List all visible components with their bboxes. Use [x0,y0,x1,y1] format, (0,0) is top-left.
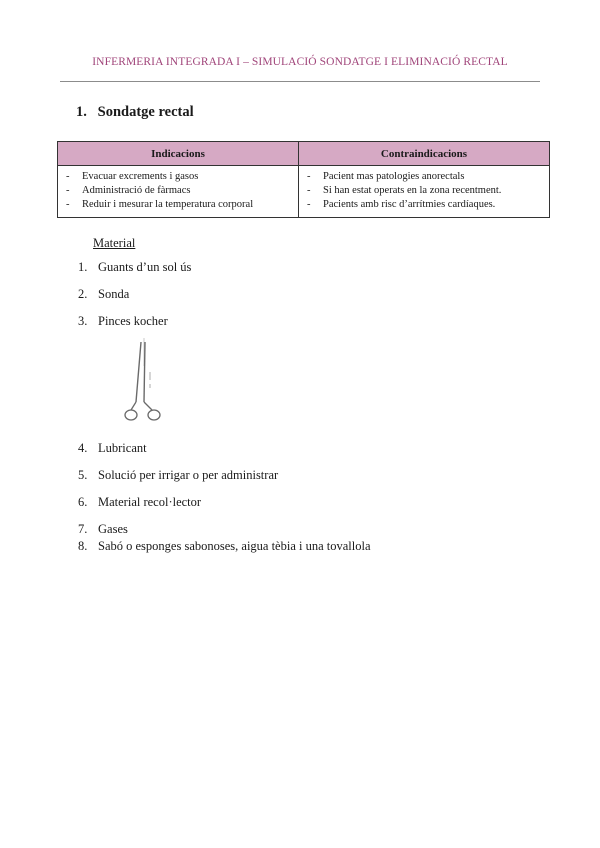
list-item: - Pacients amb risc d’arrítmies cardíaques. [303,198,545,212]
item-text: Solució per irrigar o per administrar [98,468,279,482]
kocher-forceps-image [98,336,168,426]
list-item: - Reduir i mesurar la temperatura corporal [62,198,294,212]
item-text: Sabó o esponges sabonoses, aigua tèbia i una tovallola [98,539,371,553]
list-item: - Administració de fàrmacs [62,184,294,198]
section-title-text: Sondatge rectal [97,104,194,120]
item-number: 1. [78,260,88,274]
item-text: Lubricant [98,441,147,455]
material-item [78,495,201,510]
running-header: INFERMERIA INTEGRADA I – SIMULACIÓ SONDATGE I ELIMINACIÓ RECTAL [92,56,508,68]
indications-cell [58,166,299,218]
indications-table [57,141,550,218]
item-number: 3. [78,314,88,328]
indications-header: Indicacions [58,142,299,166]
material-item [78,287,129,302]
list-item: - Pacient mas patologies anorectals [303,170,545,184]
contraindications-list [303,170,545,212]
item-text: Sonda [98,287,130,301]
material-heading: Material [93,236,136,250]
material-item [78,260,191,275]
indications-list [62,170,294,212]
section-title [76,104,194,121]
item-text: Guants d’un sol ús [98,260,192,274]
material-item [78,468,278,483]
item-number: 6. [78,495,88,509]
list-item: - Evacuar excrements i gasos [62,170,294,184]
item-number: 8. [78,539,88,553]
item-number: 7. [78,522,88,536]
material-item [78,539,371,554]
item-text: Gases [98,522,128,536]
material-item [78,314,168,329]
item-number: 4. [78,441,88,455]
header-rule [60,81,540,82]
contraindications-header: Contraindicacions [299,142,550,166]
item-text: Material recol·lector [98,495,202,509]
material-item [78,441,147,456]
section-number: 1. [76,104,87,120]
table-header-row [58,142,550,166]
item-number: 5. [78,468,88,482]
contraindications-cell [299,166,550,218]
table-row [58,166,550,218]
item-text: Pinces kocher [98,314,168,328]
item-number: 2. [78,287,88,301]
list-item: - Si han estat operats en la zona recentment. [303,184,545,198]
material-item [78,522,128,537]
